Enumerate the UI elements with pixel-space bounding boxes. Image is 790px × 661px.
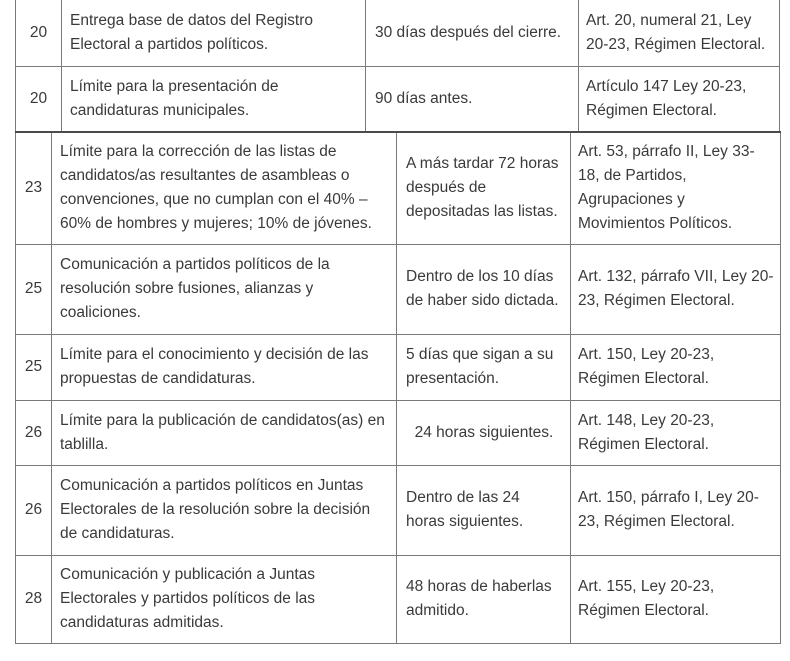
- day-cell: 20: [16, 67, 62, 132]
- table-row: [16, 465, 781, 555]
- deadline-cell: 24 horas siguientes.: [397, 400, 571, 465]
- table-row: [16, 67, 780, 132]
- legal-reference-cell: Art. 150, Ley 20-23, Régimen Electoral.: [571, 334, 781, 400]
- day-cell: 23: [16, 132, 52, 244]
- legal-reference-cell: Artículo 147 Ley 20-23, Régimen Electoral.: [579, 67, 780, 132]
- activity-cell: Límite para el conocimiento y decisión de las propuestas de candidaturas.: [52, 334, 397, 400]
- table-row: [16, 334, 781, 400]
- calendar-table-top: [15, 0, 780, 132]
- table-row: [16, 244, 781, 334]
- day-cell: 25: [16, 334, 52, 400]
- activity-cell: Límite para la presentación de candidaturas municipales.: [62, 67, 366, 132]
- activity-cell: Comunicación a partidos políticos en Juntas Electorales de la resolución sobre la decisión de candidaturas.: [52, 465, 397, 555]
- deadline-cell: Dentro de los 10 días de haber sido dictada.: [397, 244, 571, 334]
- day-cell: 26: [16, 400, 52, 465]
- table-row: [16, 555, 781, 643]
- legal-reference-cell: Art. 132, párrafo VII, Ley 20-23, Régimen Electoral.: [571, 244, 781, 334]
- table-row: [16, 400, 781, 465]
- legal-reference-cell: Art. 150, párrafo I, Ley 20-23, Régimen Electoral.: [571, 465, 781, 555]
- legal-reference-cell: Art. 155, Ley 20-23, Régimen Electoral.: [571, 555, 781, 643]
- activity-cell: Comunicación y publicación a Juntas Electorales y partidos políticos de las candidaturas admitidas.: [52, 555, 397, 643]
- activity-cell: Límite para la corrección de las listas de candidatos/as resultantes de asambleas o convenciones, que no cumplan con el 40% – 60% de hombres y mujeres; 10% de jóvenes.: [52, 132, 397, 244]
- table-row: [16, 0, 780, 67]
- activity-cell: Entrega base de datos del Registro Electoral a partidos políticos.: [62, 0, 366, 67]
- deadline-cell: 48 horas de haberlas admitido.: [397, 555, 571, 643]
- legal-reference-cell: Art. 53, párrafo II, Ley 33-18, de Partidos, Agrupaciones y Movimientos Políticos.: [571, 132, 781, 244]
- activity-cell: Límite para la publicación de candidatos(as) en tablilla.: [52, 400, 397, 465]
- deadline-cell: Dentro de las 24 horas siguientes.: [397, 465, 571, 555]
- day-cell: 26: [16, 465, 52, 555]
- calendar-table: [15, 131, 781, 644]
- legal-reference-cell: Art. 20, numeral 21, Ley 20-23, Régimen Electoral.: [579, 0, 780, 67]
- deadline-cell: 30 días después del cierre.: [366, 0, 579, 67]
- deadline-cell: A más tardar 72 horas después de depositadas las listas.: [397, 132, 571, 244]
- table-row: [16, 132, 781, 244]
- day-cell: 20: [16, 0, 62, 67]
- deadline-cell: 90 días antes.: [366, 67, 579, 132]
- deadline-cell: 5 días que sigan a su presentación.: [397, 334, 571, 400]
- legal-reference-cell: Art. 148, Ley 20-23, Régimen Electoral.: [571, 400, 781, 465]
- activity-cell: Comunicación a partidos políticos de la resolución sobre fusiones, alianzas y coaliciones.: [52, 244, 397, 334]
- day-cell: 28: [16, 555, 52, 643]
- day-cell: 25: [16, 244, 52, 334]
